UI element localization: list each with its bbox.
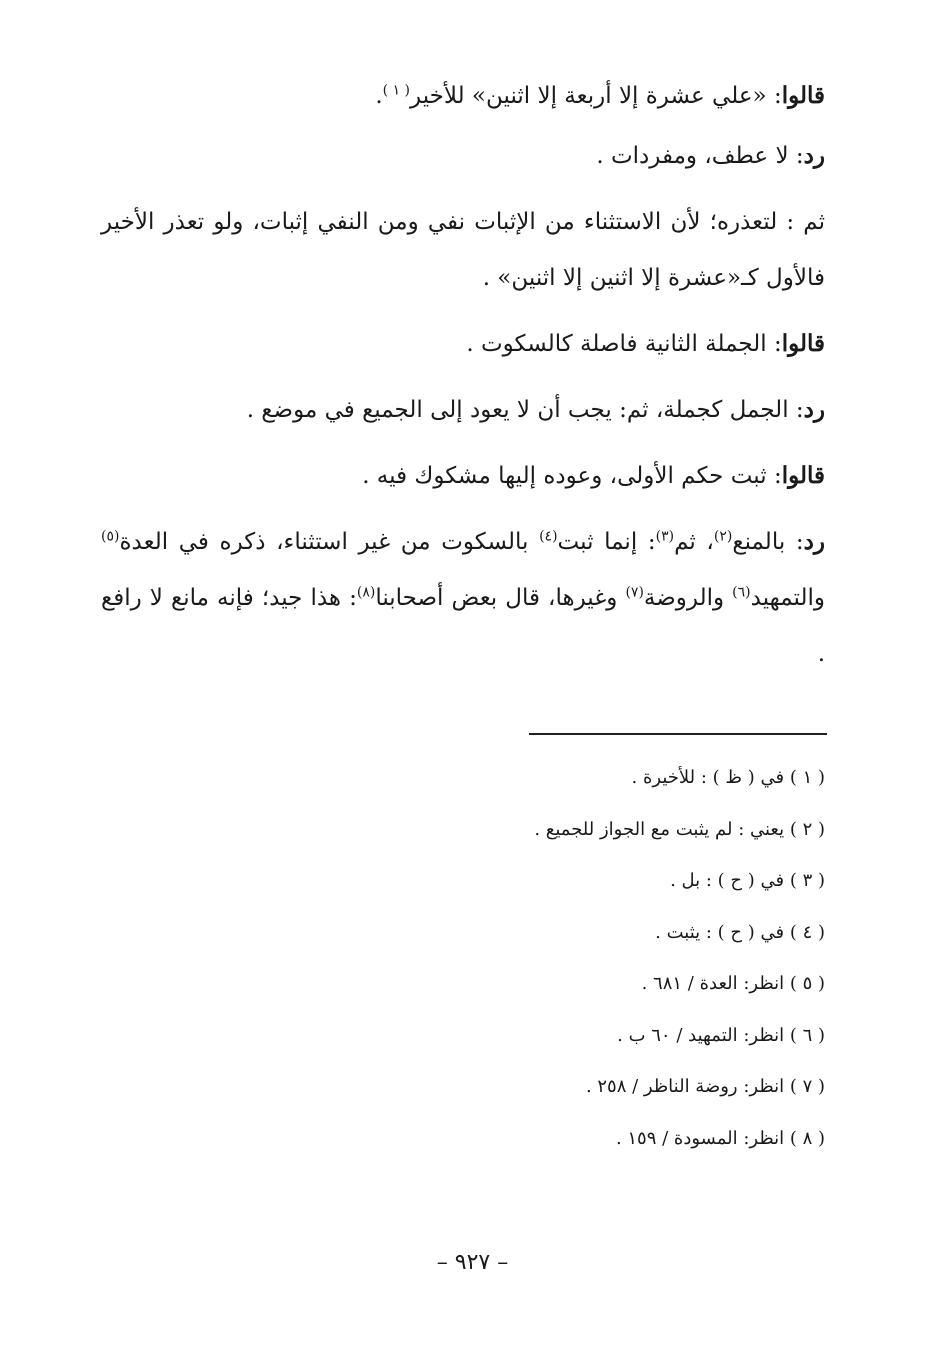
footnote-marker: (٧) [625, 584, 644, 601]
paragraph-7 [101, 514, 825, 682]
speaker-label: رد [803, 528, 825, 555]
page-number: – ٩٢٧ – [436, 1250, 509, 1275]
paragraph-text: : الجمل كجملة، ثم: يجب أن لا يعود إلى الجميع في موضع . [246, 397, 804, 423]
main-text [101, 68, 825, 692]
speaker-label: قالوا [781, 462, 825, 489]
paragraph-1 [101, 68, 825, 124]
paragraph-text: وغيرها، قال بعض أصحابنا [375, 585, 626, 611]
footnote-marker: (٢) [713, 528, 733, 545]
speaker-label: رد [803, 142, 825, 169]
paragraph-text: والروضة [643, 585, 733, 611]
paragraph-3 [101, 194, 825, 306]
paragraph-text: ثم : لتعذره؛ لأن الاستثناء من الإثبات نفي ومن النفي إثبات، ولو تعذر الأخير فالأول كـ«عشرة إلا اثنين إلا اثنين» . [101, 209, 825, 291]
footnote-marker: ( ١ ) [382, 82, 411, 99]
paragraph-text: : ثبت حكم الأولى، وعوده إليها مشكوك فيه . [362, 463, 782, 489]
footnote-marker: (٨) [356, 584, 376, 601]
paragraph-text: : هذا جيد؛ فإنه مانع لا رافع . [101, 585, 825, 667]
speaker-label: قالوا [781, 82, 825, 109]
paragraph-text: : لا عطف، ومفردات . [596, 143, 804, 169]
paragraph-text: والتمهيد [750, 585, 825, 611]
footnote-7: ( ٧ ) انظر: روضة الناظر / ٢٥٨ . [585, 1076, 825, 1097]
paragraph-text: ، ثم [674, 529, 714, 555]
footnote-2: ( ٢ ) يعني : لم يثبت مع الجواز للجميع . [534, 818, 825, 840]
paragraph-end: . [375, 83, 383, 109]
footnote-5: ( ٥ ) انظر: العدة / ٦٨١ . [641, 973, 825, 994]
speaker-label: رد [803, 396, 825, 423]
paragraph-2 [101, 128, 825, 184]
footnote-1: ( ١ ) في ( ظ ) : للأخيرة . [631, 767, 825, 788]
speaker-label: قالوا [781, 330, 825, 357]
paragraph-6 [101, 448, 825, 504]
paragraph-5 [101, 382, 825, 438]
footnote-marker: (٦) [732, 584, 751, 601]
footnote-6: ( ٦ ) انظر: التمهيد / ٦٠ ب . [617, 1024, 825, 1046]
footnote-divider [529, 733, 827, 735]
paragraph-text: : «علي عشرة إلا أربعة إلا اثنين» للأخير [410, 83, 782, 109]
paragraph-text: : بالمنع [732, 529, 804, 555]
footnotes [225, 752, 825, 1164]
paragraph-text: : إنما ثبت [557, 529, 656, 555]
footnote-8: ( ٨ ) انظر: المسودة / ١٥٩ . [615, 1127, 825, 1149]
paragraph-text: بالسكوت من غير استثناء، ذكره في العدة [119, 529, 540, 555]
footnote-4: ( ٤ ) في ( ح ) : يثبت . [655, 921, 825, 943]
footnote-marker: (٥) [101, 528, 120, 545]
paragraph-4 [101, 316, 825, 372]
footnote-marker: (٣) [655, 528, 675, 545]
footnote-marker: (٤) [539, 528, 558, 545]
paragraph-text: : الجملة الثانية فاصلة كالسكوت . [466, 331, 782, 357]
footnote-3: ( ٣ ) في ( ح ) : بل . [670, 870, 825, 891]
